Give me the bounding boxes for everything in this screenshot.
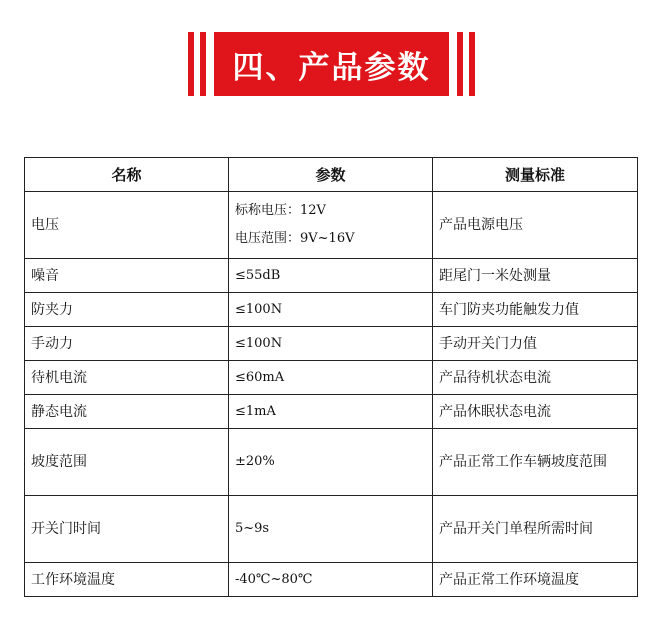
row-name: 工作环境温度 [25, 563, 229, 597]
row-name: 待机电流 [25, 361, 229, 395]
row-parameter: ≤1mA [229, 395, 433, 429]
row-standard: 车门防夹功能触发力值 [433, 293, 638, 327]
row-standard: 距尾门一米处测量 [433, 259, 638, 293]
row-parameter: -40℃~80℃ [229, 563, 433, 597]
row-name: 坡度范围 [25, 429, 229, 496]
banner-bar-left-1 [188, 32, 194, 96]
banner-bar-left-2 [200, 32, 206, 96]
row-name: 电压 [25, 192, 229, 259]
table-row [25, 293, 638, 327]
row-parameter [229, 192, 433, 259]
table-row [25, 429, 638, 496]
row-parameter: ≤100N [229, 327, 433, 361]
table-row [25, 563, 638, 597]
section-banner [188, 32, 475, 96]
row-standard: 产品待机状态电流 [433, 361, 638, 395]
row-standard: 手动开关门力值 [433, 327, 638, 361]
banner-bar-right-1 [457, 32, 463, 96]
header-standard: 测量标准 [433, 158, 638, 192]
table-row [25, 361, 638, 395]
parameter-line: 电压范围：9V~16V [235, 231, 355, 246]
table-row [25, 327, 638, 361]
row-standard: 产品正常工作车辆坡度范围 [433, 429, 638, 496]
parameter-line: 标称电压：12V [235, 203, 326, 218]
banner-bar-right-2 [469, 32, 475, 96]
row-parameter: ±20% [229, 429, 433, 496]
row-parameter: ≤100N [229, 293, 433, 327]
row-standard: 产品开关门单程所需时间 [433, 496, 638, 563]
section-title: 四、产品参数 [214, 32, 449, 96]
parameter-table [24, 157, 638, 597]
header-parameter: 参数 [229, 158, 433, 192]
row-parameter: 5~9s [229, 496, 433, 563]
header-name: 名称 [25, 158, 229, 192]
row-parameter: ≤60mA [229, 361, 433, 395]
row-name: 手动力 [25, 327, 229, 361]
row-standard: 产品休眠状态电流 [433, 395, 638, 429]
table-row [25, 192, 638, 259]
row-name: 开关门时间 [25, 496, 229, 563]
table-row [25, 496, 638, 563]
row-parameter: ≤55dB [229, 259, 433, 293]
table-row [25, 259, 638, 293]
row-standard: 产品正常工作环境温度 [433, 563, 638, 597]
table-header-row [25, 158, 638, 192]
table-row [25, 395, 638, 429]
row-name: 静态电流 [25, 395, 229, 429]
row-name: 噪音 [25, 259, 229, 293]
row-name: 防夹力 [25, 293, 229, 327]
row-standard: 产品电源电压 [433, 192, 638, 259]
